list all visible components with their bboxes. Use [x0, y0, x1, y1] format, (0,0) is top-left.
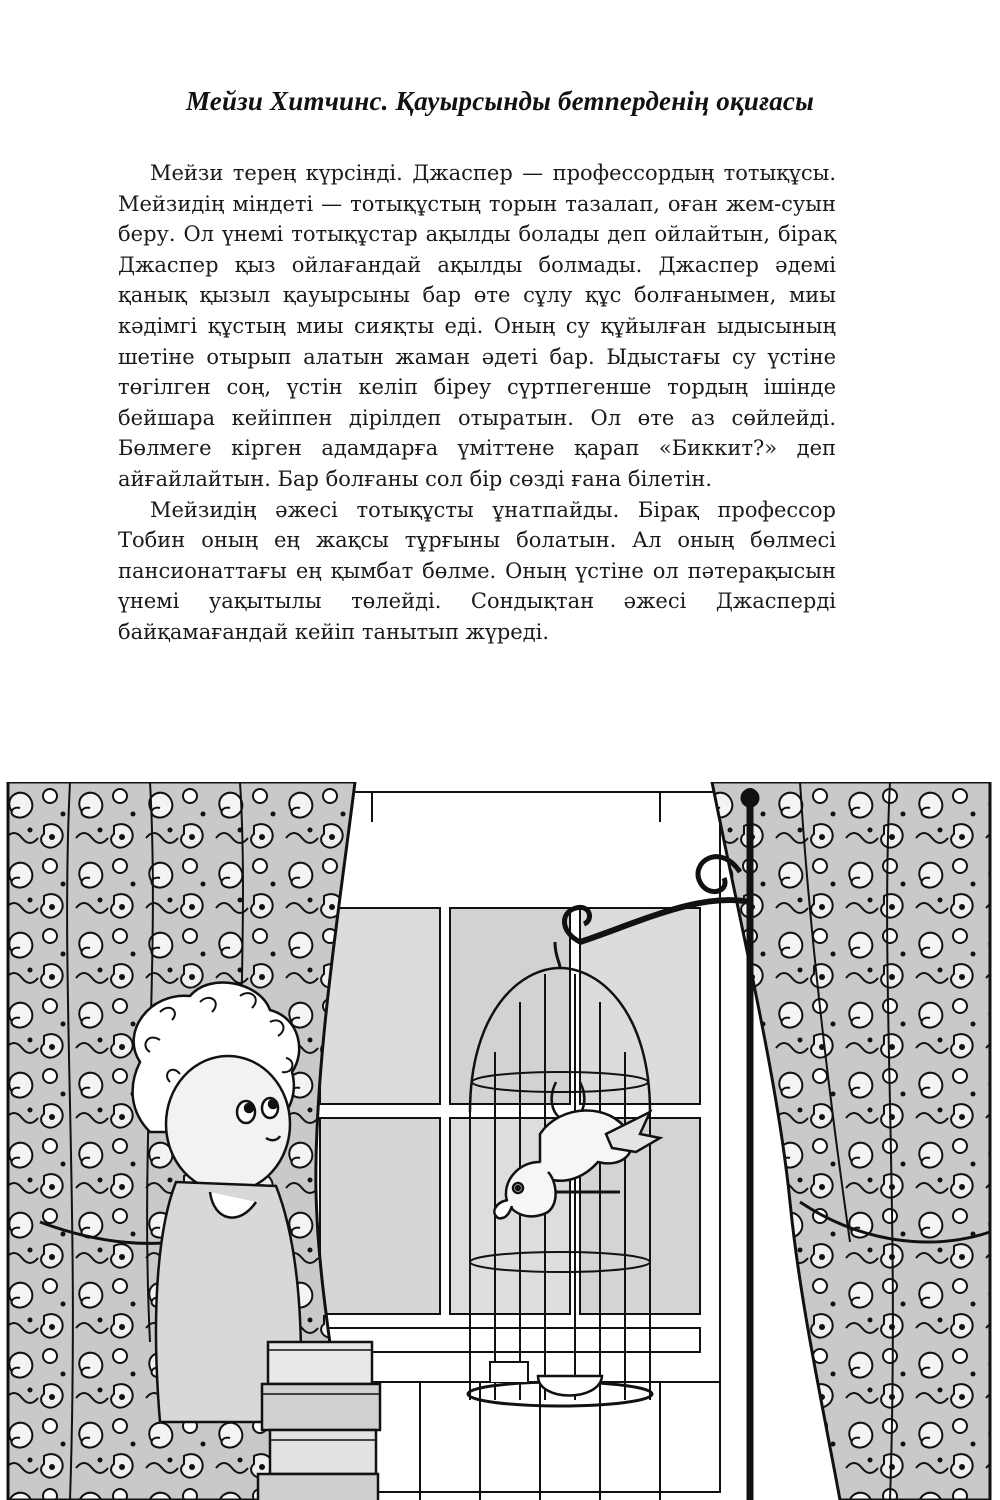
- book-stack: [258, 1342, 380, 1500]
- right-curtain: [712, 782, 990, 1500]
- illustration-drawing: [0, 782, 1000, 1500]
- illustration: [0, 782, 1000, 1500]
- paragraph-1: Мейзи терең күрсінді. Джаспер — профессордың тотықұсы. Мейзидің міндеті — тотықұстың торын тазалап, оған жем-суын беру. Ол үнемі тотықұстар ақылды болады деп ойлайтын, бірақ Джаспер қыз ойлағандай ақылды болмады. Джаспер әдемі қанық қызыл қауырсыны бар өте сұлу құс болғанымен, миы кәдімгі құстың миы сияқты еді. Оның су құйылған ыдысының шетіне отырып алатын жаман әдеті бар. Ыдыстағы су үстіне төгілген соң, үстін келіп біреу сүртпегенше тордың ішінде бейшара кейіппен дірілдеп отыратын. Ол өте аз сөйлейді. Бөлмеге кірген адамдарға үміттене қарап «Биккит?» деп айғайлайтын. Бар болғаны сол бір сөзді ғана білетін.: [118, 161, 836, 491]
- running-head: Мейзи Хитчинс. Қауырсынды бетперденің оқиғасы: [185, 86, 815, 116]
- body-text: [118, 158, 836, 648]
- paragraph-2: Мейзидің әжесі тотықұсты ұнатпайды. Бірақ профессор Тобин оның ең жақсы тұрғыны болатын. Ал оның бөлмесі пансионаттағы ең қымбат бөлме. Оның үстіне ол пәтерақысын үнемі уақытылы төлейді. Сондықтан әжесі Джасперді байқамағандай кейіп танытып жүреді.: [118, 497, 836, 644]
